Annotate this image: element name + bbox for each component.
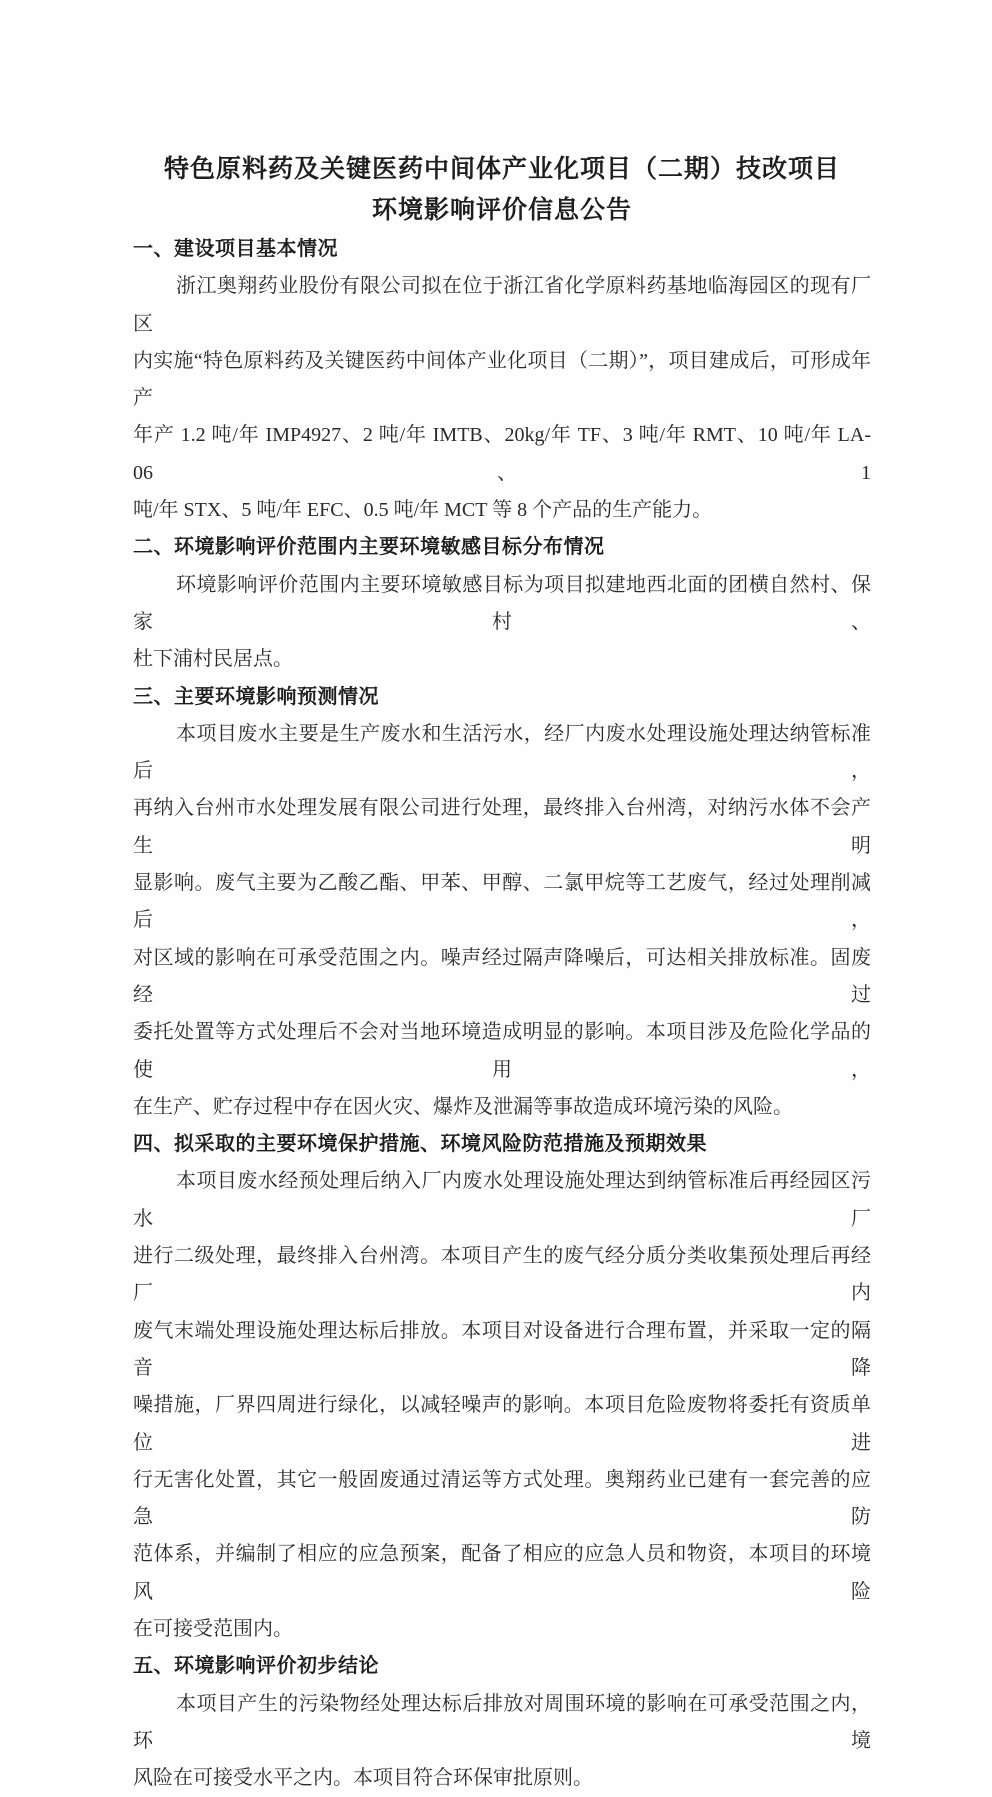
document-title-line1: 特色原料药及关键医药中间体产业化项目（二期）技改项目 [163, 155, 840, 183]
section-paragraph [133, 1686, 871, 1797]
section-paragraph [133, 716, 871, 1126]
text-line: 对区域的影响在可承受范围之内。噪声经过隔声降噪后，可达相关排放标准。固废经过 [133, 946, 871, 1006]
text-line: 再纳入台州市水处理发展有限公司进行处理，最终排入台州湾，对纳污水体不会产生明 [133, 797, 871, 857]
text-line: 在可接受范围内。 [133, 1617, 293, 1640]
text-line: 本项目产生的污染物经处理达标后排放对周围环境的影响在可承受范围之内，环境 [133, 1692, 871, 1752]
text-line: 吨/年 STX、5 吨/年 EFC、0.5 吨/年 MCT 等 8 个产品的生产能力。 [133, 499, 713, 522]
text-line: 在生产、贮存过程中存在因火灾、爆炸及泄漏等事故造成环境污染的风险。 [133, 1095, 793, 1118]
text-line: 委托处置等方式处理后不会对当地环境造成明显的影响。本项目涉及危险化学品的使用， [133, 1021, 871, 1081]
text-line: 进行二级处理，最终排入台州湾。本项目产生的废气经分质分类收集预处理后再经厂内 [133, 1245, 871, 1305]
section-heading: 五、环境影响评价初步结论 [133, 1655, 379, 1678]
document-title-line2: 环境影响评价信息公告 [371, 196, 632, 224]
text-line: 年产 1.2 吨/年 IMP4927、2 吨/年 IMTB、20kg/年 TF、3 吨/年 RMT、10 吨/年 LA-06、1 [133, 424, 871, 484]
document-content [133, 149, 871, 1797]
section-heading: 三、主要环境影响预测情况 [133, 685, 379, 708]
text-line: 环境影响评价范围内主要环境敏感目标为项目拟建地西北面的团横自然村、保家村、 [133, 573, 871, 633]
text-line: 噪措施，厂界四周进行绿化，以减轻噪声的影响。本项目危险废物将委托有资质单位进 [133, 1394, 871, 1454]
section-heading: 四、拟采取的主要环境保护措施、环境风险防范措施及预期效果 [133, 1133, 707, 1156]
text-line: 行无害化处置，其它一般固废通过清运等方式处理。奥翔药业已建有一套完善的应急防 [133, 1468, 871, 1529]
text-line: 本项目废水主要是生产废水和生活污水，经厂内废水处理设施处理达纳管标准后， [133, 722, 871, 783]
text-line: 废气末端处理设施处理达标后排放。本项目对设备进行合理布置，并采取一定的隔音降 [133, 1319, 871, 1379]
text-line: 内实施“特色原料药及关键医药中间体产业化项目（二期）”，项目建成后，可形成年产 [133, 349, 871, 410]
text-line: 显影响。废气主要为乙酸乙酯、甲苯、甲醇、二氯甲烷等工艺废气，经过处理削减后， [133, 872, 871, 932]
text-line: 范体系，并编制了相应的应急预案，配备了相应的应急人员和物资，本项目的环境风险 [133, 1543, 871, 1603]
section-paragraph [133, 268, 871, 529]
section-paragraph [133, 567, 871, 679]
document-title [133, 149, 871, 231]
text-line: 风险在可接受水平之内。本项目符合环保审批原则。 [133, 1767, 593, 1790]
text-line: 本项目废水经预处理后纳入厂内废水处理设施处理达到纳管标准后再经园区污水厂 [133, 1170, 871, 1230]
section-paragraph [133, 1163, 871, 1648]
text-line: 浙江奥翔药业股份有限公司拟在位于浙江省化学原料药基地临海园区的现有厂区 [133, 275, 871, 335]
section-heading: 二、环境影响评价范围内主要环境敏感目标分布情况 [133, 536, 605, 559]
document-sections [133, 231, 871, 1797]
text-line: 杜下浦村民居点。 [133, 648, 293, 671]
section-heading: 一、建设项目基本情况 [133, 238, 338, 260]
